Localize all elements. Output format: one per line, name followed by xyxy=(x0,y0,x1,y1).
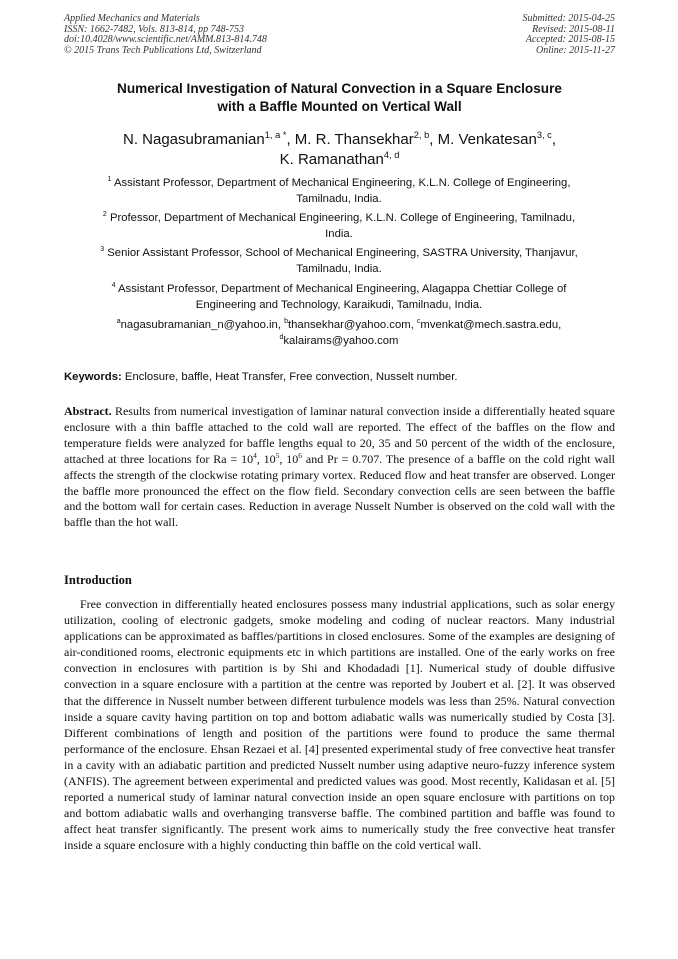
abstract-text: , 10 xyxy=(279,451,299,466)
author-separator: , xyxy=(551,131,557,148)
revised-date: Revised: 2015-08-11 xyxy=(532,23,615,35)
email-line-1 xyxy=(66,318,612,334)
affiliation-text: Assistant Professor, Department of Mechanical Engineering, K.L.N. College of Engineering, xyxy=(113,177,571,189)
affiliation-text-cont: Tamilnadu, India. xyxy=(296,262,382,275)
affiliation-text: Senior Assistant Professor, School of Mechanical Engineering, SASTRA University, Thanjavur, xyxy=(107,247,578,259)
publication-dates xyxy=(523,14,616,56)
introduction-heading: Introduction xyxy=(64,573,132,587)
affiliation-line xyxy=(66,246,612,262)
affiliation-text-cont: Tamilnadu, India. xyxy=(296,192,382,205)
title-line-2: with a Baffle Mounted on Vertical Wall xyxy=(217,99,462,114)
journal-info xyxy=(64,14,267,56)
submitted-date: Submitted: 2015-04-25 xyxy=(522,13,615,24)
author-affiliation-marker: 4, d xyxy=(383,150,400,160)
keywords-text: Enclosure, baffle, Heat Transfer, Free convection, Nusselt number. xyxy=(121,371,458,383)
author-line-2 xyxy=(64,150,615,170)
affiliation-3 xyxy=(66,246,612,277)
journal-doi: doi:10.4028/www.scientific.net/AMM.813-814.748 xyxy=(64,34,267,45)
author-separator: , xyxy=(429,131,438,148)
author-affiliation-marker: 2, b xyxy=(413,130,430,140)
author-list xyxy=(64,130,615,170)
author-name: K. Ramanathan xyxy=(279,151,384,168)
affiliation-number: 4 xyxy=(111,282,116,290)
paper-title xyxy=(64,80,615,116)
exponent: 6 xyxy=(298,450,302,460)
abstract xyxy=(64,404,615,531)
abstract-text: and Pr = 0.707. The presence of a baffle on the cold right wall affects the strength of the clockwise rotating primary vortex. Reduced flow and heat transfer are observed. Longer the baffle more pronounced the effect on the flow field. Secondary convection cells are seen between the baffle and the bottom wall for certain cases. Reduction in average Nusselt Number is observed on the cold wall with the baffle than the hot wall. xyxy=(64,451,616,530)
affiliation-number: 2 xyxy=(102,211,107,219)
author-name: M. R. Thansekhar xyxy=(294,131,414,148)
affiliation-number: 1 xyxy=(107,176,112,184)
journal-issn: ISSN: 1662-7482, Vols. 813-814, pp 748-753 xyxy=(64,23,244,35)
title-line-1: Numerical Investigation of Natural Convection in a Square Enclosure xyxy=(117,81,562,96)
keywords-label: Keywords: xyxy=(64,371,122,383)
journal-copyright: © 2015 Trans Tech Publications Ltd, Switzerland xyxy=(64,44,262,56)
keywords xyxy=(64,370,615,385)
abstract-text: Results from numerical investigation of laminar natural convection inside a differentially heated square enclosure with a thin baffle attached to the cold wall are reported. The effect of the baffles on the flow and temperature fields were analyzed for baffle lengths equal to 20, 35 and 50 percent of the width of the enclosure, attached at three locations for Ra = 10 xyxy=(64,404,615,466)
affiliation-text-cont: Engineering and Technology, Karaikudi, Tamilnadu, India. xyxy=(195,298,483,311)
abstract-text: , 10 xyxy=(256,451,276,466)
author-name: M. Venkatesan xyxy=(437,131,537,148)
affiliation-line xyxy=(66,282,612,298)
author-emails xyxy=(66,318,612,349)
accepted-date: Accepted: 2015-08-15 xyxy=(525,34,615,45)
exponent: 4 xyxy=(253,450,257,460)
affiliation-number: 3 xyxy=(100,246,105,254)
introduction-body: Free convection in differentially heated enclosures possess many industrial applications, such as solar energy utilization, cooling of electronic gadgets, smoke modeling and coding of nuclear reactors. Many industrial applications can be approximated as baffles/partitions in closed enclosures. Some of the examples are designing of air-conditioned rooms, electronic equipments etc in which partitions are installed. One of the early works on free convection in enclosures with partition is by Shi and Khodadadi [1]. Numerical study of double diffusive convection in a square enclosure with a partition at the centre was reported by Joubert et al. [2]. It was observed that the difference in Nusselt number between different turbulence models was less than 25%. Natural convection inside a square cavity having partition on top and bottom adiabatic walls was numerically studied by Costa [3]. Different combinations of length and position of the partitions were found to produce the same thermal performance of the enclosure. Ehsan Rezaei et al. [4] presented experimental study of free convective heat transfer in a cavity with an adiabatic partition and predicted Nusselt number using adaptive neuro-fuzzy inference system (ANFIS). The agreement between experimental and predicted values was good. Most recently, Kalidasan et al. [5] reported a numerical study of laminar natural convection inside an open square enclosure with partitions on top and bottom adiabatic walls and overhanging transverse baffle. The combined partition and baffle was found to affect heat transfer significantly. The present work aims to numerically study the free convective heat transfer inside a square enclosure with a highly conducting thin baffle on the cold vertical wall. xyxy=(64,597,615,853)
affiliation-1 xyxy=(66,176,612,207)
abstract-label: Abstract. xyxy=(64,404,112,418)
email-marker: c xyxy=(416,318,421,326)
journal-name: Applied Mechanics and Materials xyxy=(64,13,200,24)
email-line-2 xyxy=(66,334,612,350)
author-line-1 xyxy=(64,130,615,150)
author-affiliation-marker: 3, c xyxy=(536,130,552,140)
affiliation-4 xyxy=(66,282,612,313)
affiliation-text: Professor, Department of Mechanical Engineering, K.L.N. College of Engineering, Tamilnadu, xyxy=(109,212,576,224)
online-date: Online: 2015-11-27 xyxy=(536,44,615,56)
email-b: thansekhar@yahoo.com, xyxy=(288,319,417,331)
affiliation-text-cont: India. xyxy=(325,227,353,240)
affiliation-line xyxy=(66,176,612,192)
affiliation-2 xyxy=(66,211,612,242)
affiliation-text: Assistant Professor, Department of Mechanical Engineering, Alagappa Chettiar College of xyxy=(118,283,567,295)
email-d: kalairams@yahoo.com xyxy=(283,334,399,347)
email-marker: d xyxy=(279,333,284,341)
exponent: 5 xyxy=(275,450,280,460)
email-marker: b xyxy=(284,318,289,326)
author-name: N. Nagasubramanian xyxy=(122,131,265,148)
affiliation-line xyxy=(66,211,612,227)
author-affiliation-marker: 1, a * xyxy=(264,130,287,140)
email-marker: a xyxy=(116,318,121,326)
email-c: mvenkat@mech.sastra.edu, xyxy=(420,319,562,331)
author-separator: , xyxy=(286,131,295,148)
email-a: nagasubramanian_n@yahoo.in, xyxy=(120,319,285,331)
